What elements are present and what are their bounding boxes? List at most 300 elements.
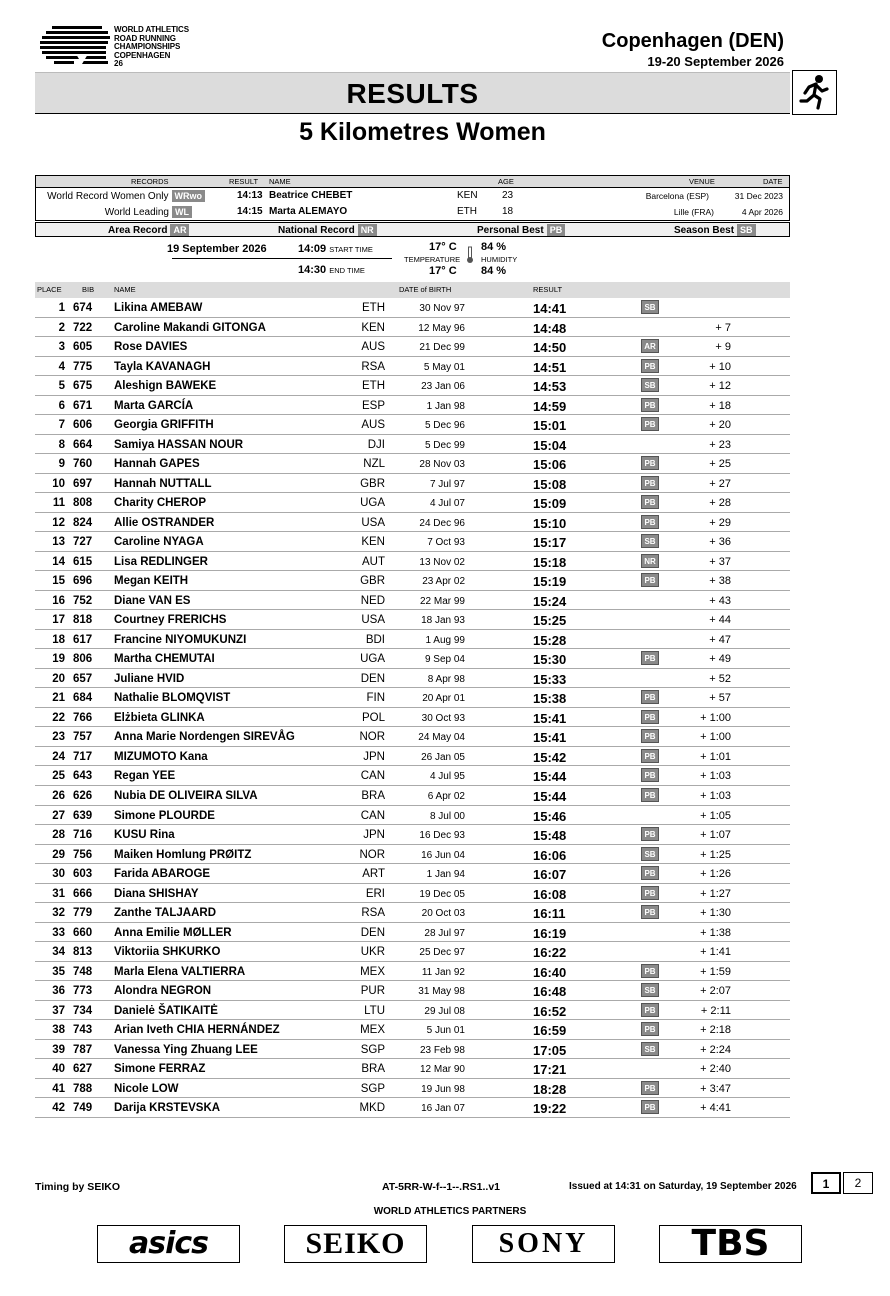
- table-row: [35, 923, 790, 943]
- time-gap: + 1:07: [700, 829, 731, 842]
- result-time: 15:08: [533, 476, 567, 492]
- result-time: 14:51: [533, 359, 567, 375]
- time-gap: + 7: [715, 321, 731, 334]
- time-gap: + 36: [709, 536, 731, 549]
- result-time: 15:44: [533, 769, 567, 785]
- athlete-name: Tayla KAVANAGH: [114, 360, 211, 373]
- record-badge: PB: [641, 417, 659, 431]
- record-badge: PB: [641, 690, 659, 704]
- bib-cell: 787: [73, 1043, 93, 1056]
- logo-text: WORLD ATHLETICS ROAD RUNNING CHAMPIONSHIPS COPENHAGEN: [114, 25, 189, 60]
- bib-cell: 657: [73, 672, 93, 685]
- nationality: BRA: [361, 790, 385, 802]
- table-row: [35, 688, 790, 708]
- date-of-birth: 16 Jun 04: [421, 849, 465, 861]
- record-date: 31 Dec 2023: [734, 191, 783, 201]
- runner-icon: [792, 70, 837, 115]
- time-gap: + 18: [709, 399, 731, 412]
- athlete-name: Nathalie BLOMQVIST: [114, 692, 231, 705]
- time-gap: + 28: [709, 497, 731, 510]
- date-of-birth: 23 Feb 98: [419, 1044, 465, 1056]
- result-time: 15:25: [533, 613, 567, 629]
- nationality: AUS: [361, 341, 385, 354]
- table-row: [35, 1040, 790, 1060]
- place-cell: 41: [52, 1082, 65, 1095]
- record-label: World Leading WL: [105, 206, 192, 218]
- date-of-birth: 7 Jul 97: [429, 478, 465, 490]
- record-badge: PB: [641, 886, 659, 900]
- place-cell: 27: [52, 809, 65, 822]
- time-gap: + 38: [709, 575, 731, 588]
- bib-cell: 684: [73, 692, 93, 705]
- nationality: UGA: [360, 653, 385, 666]
- athlete-name: Caroline NYAGA: [114, 536, 204, 549]
- nationality: DEN: [360, 672, 385, 685]
- legend-national-record: National Record NR: [278, 224, 377, 236]
- record-badge: NR: [641, 554, 659, 568]
- table-row: [35, 591, 790, 611]
- time-gap: + 29: [709, 516, 731, 529]
- record-age: 23: [502, 190, 514, 201]
- nationality: MEX: [360, 1024, 385, 1037]
- nationality: AUS: [361, 419, 385, 432]
- date-of-birth: 29 Jul 08: [424, 1005, 465, 1017]
- date-of-birth: 4 Jul 95: [429, 771, 465, 783]
- nationality: BDI: [365, 633, 385, 646]
- date-of-birth: 8 Jul 00: [429, 810, 465, 822]
- table-row: [35, 884, 790, 904]
- legend-area-record: Area Record AR: [108, 224, 189, 236]
- bib-cell: 626: [73, 790, 93, 802]
- result-time: 15:28: [533, 632, 567, 648]
- date-of-birth: 20 Apr 01: [422, 693, 465, 705]
- end-time: 14:30 END TIME: [298, 264, 365, 276]
- records-table: [35, 175, 790, 221]
- time-gap: + 2:24: [700, 1043, 731, 1056]
- result-time: 16:40: [533, 964, 567, 980]
- partner-asics: asics: [97, 1225, 240, 1263]
- athlete-name: Rose DAVIES: [114, 341, 188, 354]
- page-title: RESULTS: [346, 78, 479, 109]
- athlete-name: Danielė ŠATIKAITĖ: [114, 1004, 218, 1017]
- place-cell: 29: [52, 848, 65, 861]
- place-cell: 42: [52, 1102, 65, 1115]
- record-badge: PB: [641, 827, 659, 841]
- bib-cell: 813: [73, 946, 93, 959]
- date-of-birth: 8 Apr 98: [427, 673, 465, 685]
- date-of-birth: 28 Nov 03: [419, 459, 465, 471]
- date-of-birth: 1 Jan 94: [426, 869, 465, 881]
- athlete-name: Caroline Makandi GITONGA: [114, 321, 266, 334]
- result-time: 16:11: [533, 906, 566, 922]
- time-gap: + 57: [709, 692, 731, 705]
- result-time: 16:52: [533, 1003, 567, 1019]
- place-cell: 18: [52, 633, 65, 646]
- temperature-label: TEMPERATURE: [404, 255, 461, 264]
- race-date: 19 September 2026: [167, 243, 267, 255]
- event-dates: 19-20 September 2026: [647, 54, 784, 69]
- bib-cell: 696: [73, 575, 93, 588]
- record-age: 18: [502, 206, 514, 217]
- record-venue: Lille (FRA): [673, 207, 714, 217]
- time-gap: + 1:03: [700, 770, 731, 783]
- place-cell: 17: [52, 614, 65, 627]
- time-gap: + 44: [709, 614, 731, 627]
- nationality: LTU: [364, 1004, 385, 1017]
- record-badge: PB: [641, 905, 659, 919]
- table-row: [35, 766, 790, 786]
- partner-tbs: TBS: [659, 1225, 802, 1263]
- athlete-name: Samiya HASSAN NOUR: [114, 438, 244, 451]
- time-gap: + 1:26: [700, 868, 731, 881]
- athlete-name: Diane VAN ES: [114, 594, 191, 607]
- bib-cell: 788: [73, 1082, 93, 1095]
- nationality: NED: [360, 594, 385, 607]
- result-time: 16:07: [533, 867, 567, 883]
- nationality: JPN: [363, 750, 385, 763]
- record-badge: PB: [641, 573, 659, 587]
- bib-cell: 664: [73, 438, 93, 451]
- date-of-birth: 22 Mar 99: [419, 595, 465, 607]
- result-time: 16:08: [533, 886, 567, 902]
- result-time: 16:06: [533, 847, 567, 863]
- nationality: SGP: [360, 1043, 385, 1056]
- place-cell: 28: [52, 829, 65, 842]
- result-time: 15:10: [533, 515, 567, 531]
- time-gap: + 1:38: [700, 926, 731, 939]
- athlete-name: Farida ABAROGE: [114, 868, 211, 881]
- record-badge: PB: [641, 398, 659, 412]
- place-cell: 3: [58, 341, 65, 354]
- record-badge: PB: [641, 964, 659, 978]
- athlete-name: Georgia GRIFFITH: [114, 419, 214, 432]
- result-time: 15:42: [533, 749, 567, 765]
- time-gap: + 20: [709, 419, 731, 432]
- bib-cell: 606: [73, 419, 93, 432]
- time-gap: + 2:11: [700, 1004, 731, 1017]
- result-time: 15:19: [533, 574, 567, 590]
- date-of-birth: 19 Jun 98: [421, 1083, 465, 1095]
- col-dob: DATE of BIRTH: [399, 285, 452, 294]
- time-gap: + 2:40: [700, 1063, 731, 1076]
- humidity-end: 84 %: [481, 265, 507, 277]
- bib-cell: 756: [73, 848, 93, 861]
- record-badge: SB: [641, 534, 659, 548]
- result-time: 15:04: [533, 437, 567, 453]
- legend-personal-best: Personal Best PB: [477, 224, 565, 236]
- result-time: 15:46: [533, 808, 567, 824]
- place-cell: 30: [52, 868, 65, 881]
- conditions-divider: [172, 258, 392, 259]
- record-badge: PB: [641, 651, 659, 665]
- nationality: USA: [361, 516, 385, 529]
- table-row: [35, 1079, 790, 1099]
- nationality: RSA: [361, 907, 385, 920]
- time-gap: + 1:01: [700, 750, 731, 763]
- table-row: [35, 298, 790, 318]
- athlete-name: Arian Iveth CHIA HERNÁNDEZ: [114, 1024, 280, 1037]
- thermometer-icon: [465, 246, 475, 264]
- nationality: KEN: [361, 536, 385, 549]
- date-of-birth: 21 Dec 99: [419, 342, 465, 354]
- date-of-birth: 12 Mar 90: [419, 1064, 465, 1076]
- place-cell: 2: [58, 321, 65, 334]
- date-of-birth: 30 Oct 93: [421, 712, 465, 724]
- record-result: 14:15: [237, 206, 263, 217]
- record-badge: SB: [641, 847, 659, 861]
- place-cell: 12: [52, 516, 65, 529]
- date-of-birth: 12 May 96: [418, 322, 465, 334]
- time-gap: + 52: [709, 672, 731, 685]
- place-cell: 10: [52, 477, 65, 490]
- table-row: [35, 532, 790, 552]
- record-badge: PB: [641, 710, 659, 724]
- table-row: [35, 727, 790, 747]
- bib-cell: 818: [73, 614, 93, 627]
- table-row: [35, 610, 790, 630]
- athlete-name: Hannah NUTTALL: [114, 477, 212, 490]
- records-header: [36, 176, 789, 188]
- record-badge: PB: [641, 1081, 659, 1095]
- table-row: [35, 708, 790, 728]
- nationality: KEN: [361, 321, 385, 334]
- place-cell: 4: [58, 360, 65, 373]
- humidity-start: 84 %: [481, 241, 507, 253]
- nationality: AUT: [362, 555, 385, 568]
- date-of-birth: 5 Dec 96: [424, 420, 465, 432]
- date-of-birth: 1 Jan 98: [426, 400, 465, 412]
- athlete-name: Allie OSTRANDER: [114, 516, 215, 529]
- table-row: [35, 1020, 790, 1040]
- record-venue: Barcelona (ESP): [645, 191, 709, 201]
- city: Copenhagen (DEN): [601, 30, 784, 52]
- result-time: 15:44: [533, 789, 567, 804]
- place-cell: 5: [58, 380, 65, 393]
- bib-cell: 775: [73, 360, 93, 373]
- time-gap: + 27: [709, 477, 731, 490]
- nationality: FIN: [366, 692, 385, 705]
- athlete-name: Alondra NEGRON: [114, 985, 212, 998]
- table-row: [35, 806, 790, 826]
- athlete-name: Nubia DE OLIVEIRA SILVA: [114, 790, 258, 802]
- bib-cell: 779: [73, 907, 93, 920]
- start-time: 14:09 START TIME: [298, 243, 373, 255]
- time-gap: + 43: [709, 594, 731, 607]
- partners-title: WORLD ATHLETICS PARTNERS: [373, 1206, 527, 1217]
- date-of-birth: 11 Jan 92: [421, 966, 465, 978]
- athlete-name: Courtney FRERICHS: [114, 614, 227, 627]
- time-gap: + 10: [709, 360, 731, 373]
- results-header: [35, 282, 790, 298]
- bib-cell: 717: [73, 750, 93, 763]
- bib-cell: 675: [73, 380, 93, 393]
- place-cell: 6: [58, 399, 65, 412]
- timing-credit: Timing by SEIKO: [35, 1181, 120, 1193]
- nationality: PUR: [360, 985, 385, 998]
- nationality: UKR: [360, 946, 385, 959]
- page-current[interactable]: 1: [811, 1172, 841, 1194]
- athlete-name: Vanessa Ying Zhuang LEE: [114, 1043, 258, 1056]
- place-cell: 16: [52, 594, 65, 607]
- result-time: 14:50: [533, 340, 567, 356]
- nationality: NOR: [359, 848, 385, 861]
- col-place: PLACE: [37, 285, 62, 294]
- record-badge: PB: [641, 1003, 659, 1017]
- date-of-birth: 24 Dec 96: [419, 517, 465, 529]
- date-of-birth: 4 Jul 07: [429, 498, 465, 510]
- time-gap: + 9: [715, 341, 731, 354]
- record-badge: SB: [641, 1042, 659, 1056]
- col-bib: BIB: [82, 285, 95, 294]
- nationality: MKD: [359, 1102, 385, 1115]
- result-time: 14:48: [533, 320, 567, 336]
- record-badge: PB: [641, 456, 659, 470]
- table-row: [35, 376, 790, 396]
- bib-cell: 748: [73, 965, 93, 978]
- athlete-name: Viktoriia SHKURKO: [114, 946, 221, 959]
- bib-cell: 760: [73, 458, 93, 471]
- nationality: BRA: [361, 1063, 385, 1076]
- result-time: 16:59: [533, 1023, 567, 1039]
- nationality: ETH: [362, 380, 385, 393]
- record-badge: PB: [641, 749, 659, 763]
- date-of-birth: 30 Nov 97: [419, 303, 465, 314]
- nationality: NZL: [363, 458, 385, 471]
- nationality: DJI: [367, 438, 385, 451]
- partner-sony: SONY: [472, 1225, 615, 1263]
- bib-cell: 605: [73, 341, 93, 354]
- bib-cell: 727: [73, 536, 93, 549]
- nationality: SGP: [360, 1082, 385, 1095]
- nationality: MEX: [360, 965, 385, 978]
- time-gap: + 2:07: [700, 985, 731, 998]
- table-row: [35, 474, 790, 494]
- time-gap: + 12: [709, 380, 731, 393]
- result-time: 15:18: [533, 554, 567, 570]
- table-row: [35, 942, 790, 962]
- record-nat: ETH: [457, 206, 477, 217]
- record-badge: PB: [641, 495, 659, 509]
- bib-cell: 749: [73, 1102, 93, 1115]
- date-of-birth: 16 Dec 93: [419, 830, 465, 842]
- date-of-birth: 13 Nov 02: [419, 556, 465, 568]
- date-of-birth: 23 Apr 02: [422, 576, 465, 588]
- bib-cell: 666: [73, 887, 93, 900]
- partner-seiko: SEIKO: [284, 1225, 427, 1263]
- athlete-name: KUSU Rina: [114, 829, 175, 842]
- col-result: RESULT: [533, 285, 563, 294]
- date-of-birth: 7 Oct 93: [427, 537, 465, 549]
- result-time: 16:22: [533, 945, 567, 961]
- bib-cell: 617: [73, 633, 93, 646]
- place-cell: 24: [52, 750, 65, 763]
- result-time: 17:21: [533, 1062, 567, 1078]
- record-row-world: [36, 188, 789, 204]
- nationality: DEN: [360, 926, 385, 939]
- athlete-name: Martha CHEMUTAI: [114, 653, 215, 666]
- bib-cell: 766: [73, 711, 93, 724]
- temperature-end: 17° C: [429, 265, 457, 277]
- record-badge: PB: [641, 1022, 659, 1036]
- time-gap: + 4:41: [700, 1102, 731, 1115]
- place-cell: 21: [52, 692, 65, 705]
- table-row: [35, 981, 790, 1001]
- nationality: ERI: [365, 887, 385, 900]
- athlete-name: Marla Elena VALTIERRA: [114, 965, 246, 978]
- athlete-name: Diana SHISHAY: [114, 887, 199, 900]
- legend-season-best: Season Best SB: [674, 224, 756, 236]
- place-cell: 37: [52, 1004, 65, 1017]
- date-of-birth: 20 Oct 03: [421, 908, 465, 920]
- athlete-name: Anna Marie Nordengen SIREVÅG: [114, 731, 295, 744]
- record-badge: SB: [641, 378, 659, 392]
- place-cell: 35: [52, 965, 65, 978]
- records-legend: [35, 222, 790, 237]
- record-badge: PB: [641, 768, 659, 782]
- record-badge: PB: [641, 729, 659, 743]
- date-of-birth: 26 Jan 05: [421, 751, 465, 763]
- issued-at: Issued at 14:31 on Saturday, 19 September 2026: [569, 1181, 797, 1192]
- record-badge: PB: [641, 359, 659, 373]
- athlete-name: Francine NIYOMUKUNZI: [114, 633, 247, 646]
- bib-cell: 603: [73, 868, 93, 881]
- record-badge: AR: [641, 339, 659, 353]
- record-badge: PB: [641, 515, 659, 529]
- athlete-name: Simone FERRAZ: [114, 1063, 206, 1076]
- athlete-name: Lisa REDLINGER: [114, 555, 208, 568]
- bib-cell: 806: [73, 653, 93, 666]
- table-row: [35, 337, 790, 357]
- date-of-birth: 5 Dec 99: [424, 439, 465, 451]
- time-gap: + 1:25: [700, 848, 731, 861]
- table-row: [35, 454, 790, 474]
- nationality: JPN: [363, 829, 385, 842]
- bib-cell: 824: [73, 516, 93, 529]
- table-row: [35, 962, 790, 982]
- nationality: ESP: [361, 399, 385, 412]
- record-badge: PB: [641, 788, 659, 802]
- place-cell: 34: [52, 946, 65, 959]
- result-time: 15:17: [533, 535, 567, 551]
- result-time: 14:41: [533, 301, 567, 316]
- page-next[interactable]: 2: [843, 1172, 873, 1194]
- date-of-birth: 24 May 04: [418, 732, 465, 744]
- athlete-name: Megan KEITH: [114, 575, 189, 588]
- time-gap: + 1:05: [700, 809, 731, 822]
- time-gap: + 1:00: [700, 711, 731, 724]
- record-badge: SB: [641, 983, 659, 997]
- time-gap: + 23: [709, 438, 731, 451]
- result-time: 15:06: [533, 457, 567, 473]
- date-of-birth: 1 Aug 99: [425, 634, 465, 646]
- table-row: [35, 786, 790, 806]
- bib-cell: 757: [73, 731, 93, 744]
- table-row: [35, 845, 790, 865]
- place-cell: 36: [52, 985, 65, 998]
- table-row: [35, 1059, 790, 1079]
- table-row: [35, 747, 790, 767]
- athlete-name: Hannah GAPES: [114, 458, 200, 471]
- result-time: 16:19: [533, 925, 567, 941]
- records-col-records: RECORDS: [131, 177, 169, 186]
- athlete-name: Juliane HVID: [114, 672, 185, 685]
- bib-cell: 716: [73, 829, 93, 842]
- records-col-name: NAME: [269, 177, 291, 186]
- result-time: 15:41: [533, 730, 567, 746]
- athlete-name: Elżbieta GLINKA: [114, 711, 205, 724]
- nationality: CAN: [360, 809, 385, 822]
- table-row: [35, 1001, 790, 1021]
